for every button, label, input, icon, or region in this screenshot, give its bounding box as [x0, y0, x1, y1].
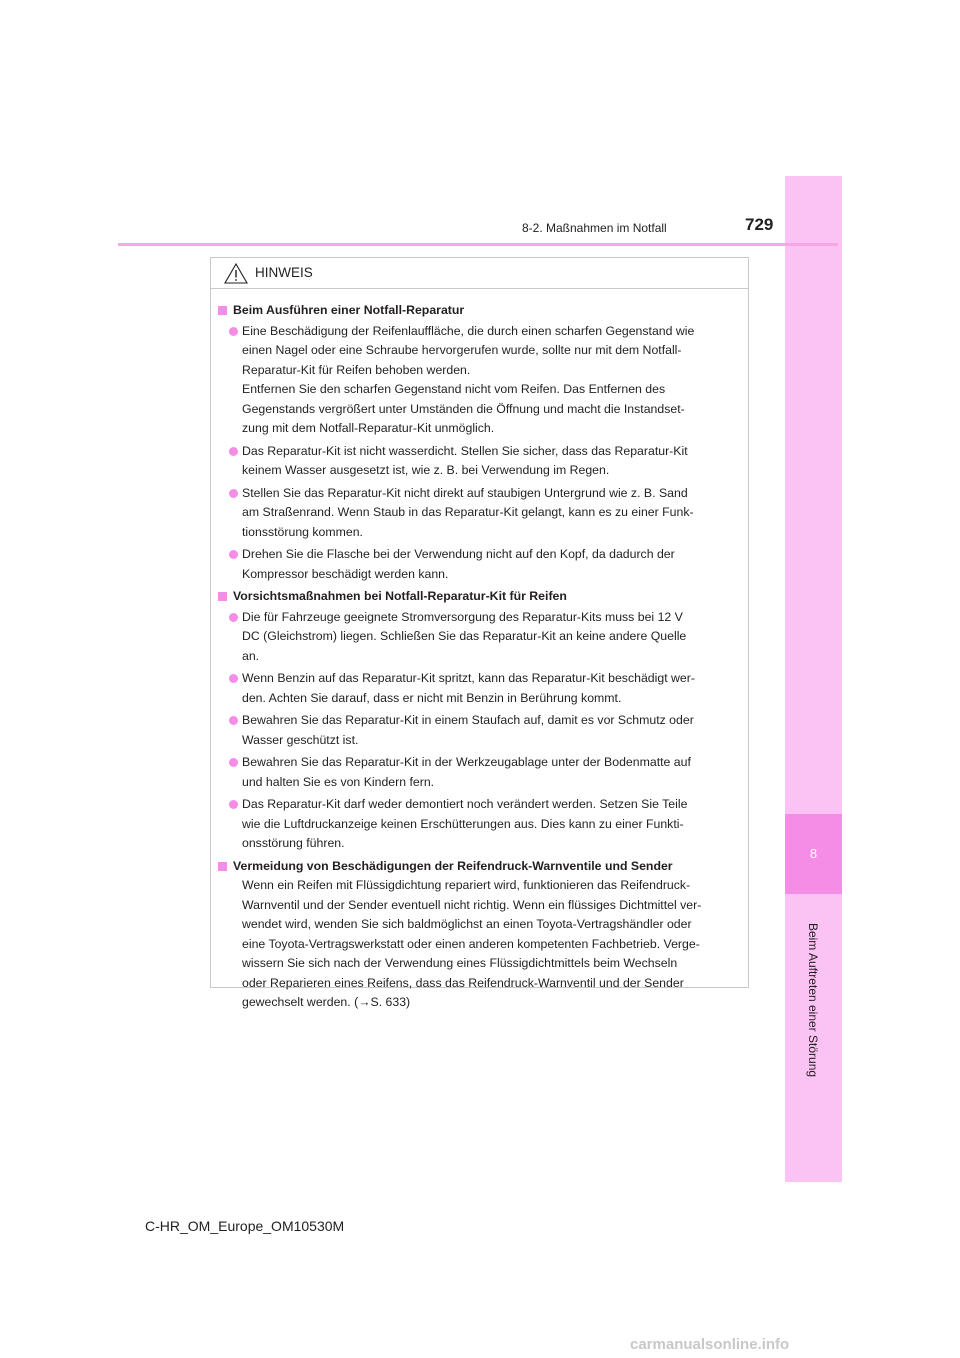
page-number: 729 [745, 215, 774, 234]
round-bullet-icon [229, 327, 238, 336]
notice-title: HINWEIS [255, 265, 313, 280]
square-bullet-icon [218, 306, 227, 315]
list-item: Stellen Sie das Reparatur-Kit nicht direkt auf staubigen Untergrund wie z. B. Sand am Straßenrand. Wenn Staub in das Reparatur-Kit gelangt, kann es zu einer Funk- tionsstörung kommen. [218, 484, 741, 543]
section-heading: Vermeidung von Beschädigungen der Reifendruck-Warnventile und Sender [218, 857, 741, 877]
square-bullet-icon [218, 592, 227, 601]
list-item: Die für Fahrzeuge geeignete Stromversorgung des Reparatur-Kits muss bei 12 V DC (Gleichstrom) liegen. Schließen Sie das Reparatur-Kit an keine andere Quelle an. [218, 608, 741, 667]
notice-box [210, 257, 749, 1009]
list-item: Bewahren Sie das Reparatur-Kit in einem Staufach auf, damit es vor Schmutz oder Wasser geschützt ist. [218, 711, 741, 750]
round-bullet-icon [229, 447, 238, 456]
section-heading: Beim Ausführen einer Notfall-Reparatur [218, 301, 741, 321]
round-bullet-icon [229, 758, 238, 767]
list-item: Das Reparatur-Kit darf weder demontiert noch verändert werden. Setzen Sie Teile wie die Luftdruckanzeige keinen Erschütterungen aus. Dies kann zu einer Funkti- onsstörung führen. [218, 795, 741, 854]
warning-triangle-icon [224, 263, 248, 284]
notice-header [211, 258, 748, 289]
list-item: Drehen Sie die Flasche bei der Verwendung nicht auf den Kopf, da dadurch der Kompressor beschädigt werden kann. [218, 545, 741, 584]
list-item: Eine Beschädigung der Reifenlauffläche, die durch einen scharfen Gegenstand wie einen Nagel oder eine Schraube hervorgerufen wurde, sollte nur mit dem Notfall- Reparatur-Kit für Reifen behoben werden. Entfernen Sie den scharfen Gegenstand nicht vom Reifen. Das Entfernen des Gegenstands vergrößert unter Umständen die Öffnung und macht die Instandset- zung mit dem Notfall-Reparatur-Kit unmöglich. [218, 322, 741, 439]
notice-body [211, 289, 748, 1013]
chapter-label: Beim Auftreten einer Störung [806, 922, 820, 1078]
round-bullet-icon [229, 613, 238, 622]
list-item: Bewahren Sie das Reparatur-Kit in der Werkzeugablage unter der Bodenmatte auf und halten Sie es von Kindern fern. [218, 753, 741, 792]
paragraph: Wenn ein Reifen mit Flüssigdichtung repariert wird, funktionieren das Reifendruck- Warnventil und der Sender eventuell nicht richtig. Wenn ein flüssiges Dichtmittel ver- wendet wird, wenden Sie sich baldmöglichst an einen Toyota-Vertragshändler oder eine Toyota-Vertragswerkstatt oder einen anderen kompetenten Fachbetrieb. Verge- wissern Sie sich nach der Verwendung eines Flüssigdichtmittels beim Wechseln oder Reparieren eines Reifens, dass das Reifendruck-Warnventil und der Sender gewechselt werden. (→S. 633) [242, 878, 702, 1009]
list-item: Wenn Benzin auf das Reparatur-Kit spritzt, kann das Reparatur-Kit beschädigt wer- den. Achten Sie darauf, dass er nicht mit Benzin in Berührung kommt. [218, 669, 741, 708]
section-heading: Vorsichtsmaßnahmen bei Notfall-Reparatur-Kit für Reifen [218, 587, 741, 607]
round-bullet-icon [229, 716, 238, 725]
section-title: 8-2. Maßnahmen im Notfall [522, 221, 667, 235]
header-rule [118, 243, 838, 246]
list-item: Das Reparatur-Kit ist nicht wasserdicht. Stellen Sie sicher, dass das Reparatur-Kit keinem Wasser ausgesetzt ist, wie z. B. bei Verwendung im Regen. [218, 442, 741, 481]
chapter-number: 8 [785, 814, 842, 894]
square-bullet-icon [218, 862, 227, 871]
round-bullet-icon [229, 800, 238, 809]
document-code: C-HR_OM_Europe_OM10530M [145, 1218, 345, 1234]
round-bullet-icon [229, 489, 238, 498]
round-bullet-icon [229, 550, 238, 559]
watermark: carmanualsonline.info [630, 1336, 790, 1353]
round-bullet-icon [229, 674, 238, 683]
